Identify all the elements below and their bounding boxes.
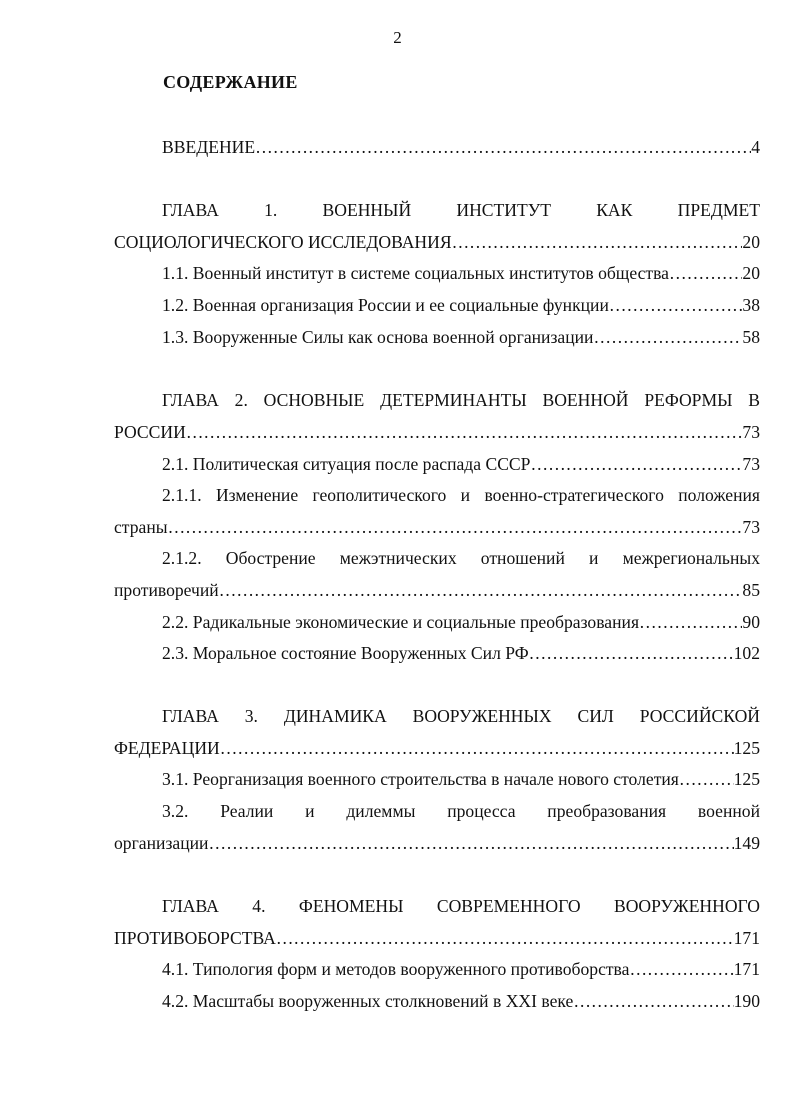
toc-section-3-1[interactable]: [162, 768, 760, 790]
toc-section-1-1[interactable]: [162, 262, 760, 284]
dot-leader: [452, 231, 743, 253]
dot-leader: [255, 136, 751, 158]
toc-entry-label: ПРОТИВОБОРСТВА: [114, 928, 276, 948]
toc-entry-label: 4.2. Масштабы вооруженных столкновений в XXI веке: [162, 991, 574, 1011]
toc-section-4-2[interactable]: [162, 990, 760, 1012]
dot-leader: [219, 579, 743, 601]
toc-entry-page: 58: [742, 327, 760, 347]
toc-section-1-3[interactable]: [162, 326, 760, 348]
toc-entry-page: 149: [733, 833, 760, 853]
dot-leader: [593, 326, 742, 348]
toc-entry-page: 73: [742, 422, 760, 442]
toc-section-2-1-2[interactable]: [114, 579, 760, 601]
toc-chapter-1-title[interactable]: ГЛАВА 1. ВОЕННЫЙ ИНСТИТУТ КАК ПРЕДМЕТ: [162, 200, 760, 220]
toc-section-3-2-title[interactable]: 3.2. Реалии и дилеммы процесса преобразования военной: [162, 801, 760, 821]
dot-leader: [276, 927, 734, 949]
toc-entry-page: 85: [742, 580, 760, 600]
toc-title: СОДЕРЖАНИЕ: [163, 72, 298, 92]
dot-leader: [573, 990, 733, 1012]
toc-section-1-2[interactable]: [162, 294, 760, 316]
toc-entry-label: 2.3. Моральное состояние Вооруженных Сил РФ: [162, 643, 529, 663]
dot-leader: [168, 516, 743, 538]
toc-section-4-1[interactable]: [162, 958, 760, 980]
dot-leader: [609, 294, 743, 316]
toc-entry-page: 90: [742, 612, 760, 632]
toc-entry-page: 73: [742, 454, 760, 474]
dot-leader: [220, 737, 734, 759]
toc-chapter-1[interactable]: [114, 231, 760, 253]
dot-leader: [530, 453, 742, 475]
page-number: 2: [393, 28, 402, 47]
dot-leader: [639, 611, 742, 633]
toc-entry-label: 2.1. Политическая ситуация после распада СССР: [162, 454, 531, 474]
dot-leader: [669, 262, 742, 284]
toc-entry-page: 171: [733, 928, 760, 948]
toc-entry-page: 20: [742, 232, 760, 252]
toc-section-2-1[interactable]: [162, 453, 760, 475]
toc-section-2-1-1-title[interactable]: 2.1.1. Изменение геополитического и военно-стратегического положения: [162, 485, 760, 505]
toc-entry-label: 1.2. Военная организация России и ее социальные функции: [162, 295, 609, 315]
toc-entry-page: 125: [733, 738, 760, 758]
toc-entry-page: 20: [742, 263, 760, 283]
dot-leader: [679, 768, 734, 790]
dot-leader: [186, 421, 743, 443]
toc-entry-label: 3.1. Реорганизация военного строительства в начале нового столетия: [162, 769, 679, 789]
dot-leader: [629, 958, 733, 980]
toc-section-2-3[interactable]: [162, 642, 760, 664]
toc-entry-label: СОЦИОЛОГИЧЕСКОГО ИССЛЕДОВАНИЯ: [114, 232, 452, 252]
toc-entry-label: страны: [114, 517, 168, 537]
toc-entry-intro[interactable]: [162, 136, 760, 158]
toc-entry-label: 1.1. Военный институт в системе социальных институтов общества: [162, 263, 669, 283]
toc-entry-label: ВВЕДЕНИЕ: [162, 137, 256, 157]
toc-entry-page: 38: [742, 295, 760, 315]
toc-entry-page: 125: [733, 769, 760, 789]
toc-entry-label: 4.1. Типология форм и методов вооруженного противоборства: [162, 959, 630, 979]
toc-chapter-3[interactable]: [114, 737, 760, 759]
toc-entry-label: противоречий: [114, 580, 219, 600]
toc-chapter-4[interactable]: [114, 927, 760, 949]
dot-leader: [208, 832, 733, 854]
toc-entry-label: 1.3. Вооруженные Силы как основа военной организации: [162, 327, 594, 347]
toc-entry-label: ФЕДЕРАЦИИ: [114, 738, 220, 758]
toc-entry-page: 190: [733, 991, 760, 1011]
toc-chapter-2[interactable]: [114, 421, 760, 443]
toc-section-3-2[interactable]: [114, 832, 760, 854]
toc-section-2-1-2-title[interactable]: 2.1.2. Обострение межэтнических отношений и межрегиональных: [162, 548, 760, 568]
toc-entry-label: РОССИИ: [114, 422, 186, 442]
toc-section-2-1-1[interactable]: [114, 516, 760, 538]
toc-entry-label: организации: [114, 833, 209, 853]
dot-leader: [529, 642, 734, 664]
toc-chapter-2-title[interactable]: ГЛАВА 2. ОСНОВНЫЕ ДЕТЕРМИНАНТЫ ВОЕННОЙ РЕФОРМЫ В: [162, 390, 760, 410]
toc-entry-page: 73: [742, 517, 760, 537]
toc-entry-page: 4: [751, 137, 760, 157]
toc-entry-label: 2.2. Радикальные экономические и социальные преобразования: [162, 612, 640, 632]
toc-entry-page: 102: [733, 643, 760, 663]
toc-chapter-3-title[interactable]: ГЛАВА 3. ДИНАМИКА ВООРУЖЕННЫХ СИЛ РОССИЙСКОЙ: [162, 706, 760, 726]
toc-section-2-2[interactable]: [162, 611, 760, 633]
toc-chapter-4-title[interactable]: ГЛАВА 4. ФЕНОМЕНЫ СОВРЕМЕННОГО ВООРУЖЕННОГО: [162, 896, 760, 916]
toc-entry-page: 171: [733, 959, 760, 979]
